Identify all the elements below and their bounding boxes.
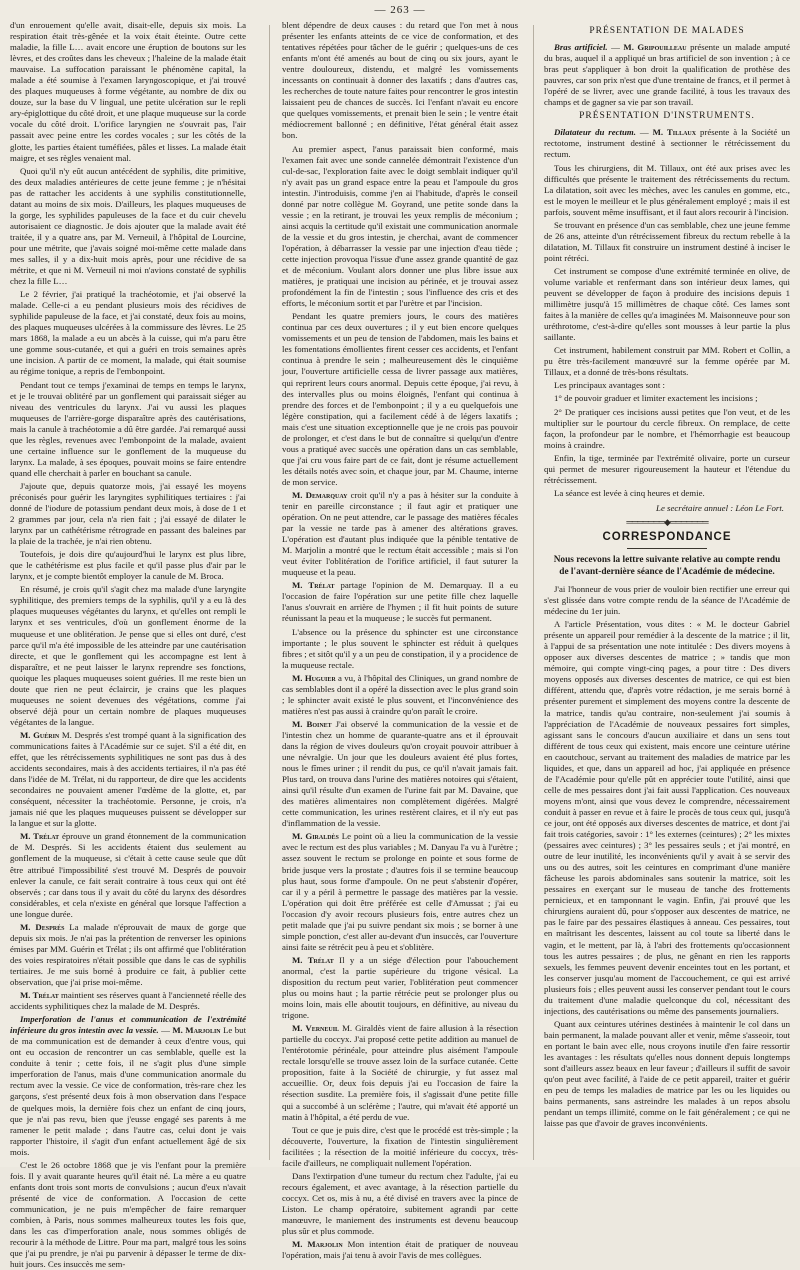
paragraph-text: Le 2 février, j'ai pratiqué la trachéotomie, et j'ai observé la malade. Celle-ci a eu pendant plusieurs mois des récidives de syphilide papuleuse de la face, et j'ai constaté, deux fois au moins, des plaques muqueuses ulcérées à la commissure des lèvres. Le 25 mars 1868, la malade a eu un abcès à la cuisse, qui m'a paru être une gomme sous-cutanée, et qui a guéri en trois semaines après une incision. A partir de ce moment, la malade, qui était soumise au régime tonique, a repris de l'embonpoint. (10, 289, 246, 377)
paragraph-text: Pendant tout ce temps j'examinai de temps en temps le larynx, et je le trouvai oblitéré par un gonflement qui paraissait siéger au niveau des ventricules du larynx. J'ai vu aussi les plaques muqueuses de l'arrière-gorge disparaître après des cautérisations, mais la canule à trachéotomie a dû être gardée. J'ai remarqué aussi que les règles, revenues avec l'embonpoint de la malade, avaient une certaine influence sur le gonflement de la muqueuse du larynx. La malade, à ses époques, pouvait moins se faire entendre quand elle cherchait à parler en bouchant sa canule. (10, 379, 246, 478)
paragraph (282, 673, 518, 717)
paragraph: Dilatateur du rectum. — M. Tillaux présente à la Société un rectotome, instrument destiné à sectionner le rétrécissement du rectum. (544, 127, 790, 160)
speaker-name: M. Marjolin (172, 1025, 221, 1036)
paragraph-text: La malade n'éprouvait de maux de gorge que depuis six mois. Je n'ai pas la prétention de renverser les opinions émises par MM. Guérin et Trélat ; ils ont affirmé que l'oblitération des voies respiratoires n'était possible que dans le cas de syphilis tertiaires. Je me suis borné à produire ce fait, à publier cette observation, que j'ai prise moi-même. (10, 921, 246, 987)
paragraph-text: Mon intention était de pratiquer de nouveau l'opération, mais j'ai tenu à avoir l'avis de mes collègues. (282, 1239, 518, 1261)
paragraph-text: En résumé, je crois qu'il s'agit chez ma malade d'une laryngite syphilitique, des premiers temps de la syphilis, qu'il y a eu là des plaques muqueuses végétantes du larynx, et qu'elles ont rempli le larynx et ses ventricules, d'où un gonflement énorme de la muqueuse et une oblitération. Je pense que si elles ont duré, c'est parce qu'il m'a été impossible de les atteindre par une cautérisation directe, et que le gonflement qui les accompagne est lent à disparaître, et ne peut laisser le larynx reprendre ses fonctions, quoique les plaques muqueuses soient guéries. Il me reste bien un doute que rien ne peut éclaircir, je crains que les plaques muqueuses ne soient devenues des végétations, comme j'ai observé déjà pour un certain nombre de plaques muqueuses végétantes de la langue. (10, 584, 246, 727)
speaker-name: M. Trélat (292, 580, 335, 591)
paragraph-text: Enfin, la tige, terminée par l'extrémité olivaire, porte un curseur qui permet de mesurer rigoureusement la hauteur et l'étendue du rétrécissement. (544, 452, 790, 485)
paragraph-text: Le but de ma communication est de demander à ceux d'entre vous, qui ont eu occasion de rencontrer un cas semblable, quelle est la conduite à tenir ; cette fois, il ne s'agit plus d'une simple imperforation de l'anus, mais d'une communication anormale du rectum avec la vessie. Ce vice de conformation, très-rare chez les garçons, s'est présenté deux fois à mon observation dans l'espace de quelques mois, la dernière fois chez un enfant de cinq jours, que je n'ai pas revu, bien que j'eusse engagé ses parents à me ramener le petit malade ; dans l'autre cas, celui dont je vais rapporter l'histoire, il s'agit d'un enfant actuellement âgé de six mois. (10, 1025, 247, 1157)
paragraph-text: 2° De pratiquer ces incisions aussi petites que l'on veut, et de les multiplier sur le pourtour du cercle fibreux. On remplace, de cette façon, la profondeur par le nombre, et l'hémorrhagie est beaucoup moins à craindre. (544, 406, 790, 450)
paragraph (544, 266, 790, 343)
title-underline (627, 548, 707, 549)
paragraph (10, 922, 246, 988)
paragraph-text: Se trouvant en présence d'un cas semblable, chez une jeune femme de 26 ans, atteinte d'un rétrécissement fibreux du rectum rebelle à la dilatation, M. Tillaux fit construire un instrument destiné à inciser le point rétréci. (544, 219, 790, 263)
speaker-name: M. Giraldès (292, 831, 339, 842)
paragraph (10, 166, 246, 288)
paragraph-text: a vu, à l'hôpital des Cliniques, un grand nombre de cas semblables dont il a opéré la dissection avec le plus grand soin ; le sphincter avait existé le plus souvent, et l'inconvénience des matières n'est pas aussi à craindre qu'on paraît le croire. (282, 672, 518, 716)
speaker-name: M. Huguier (292, 672, 336, 683)
paragraph (282, 719, 518, 829)
column-right (544, 20, 790, 1165)
paragraph (282, 831, 518, 953)
paragraph (282, 1239, 518, 1261)
speaker-name: M. Gripouilleau (623, 42, 687, 53)
paragraph-text: M. Giraldès vient de faire allusion à la résection partielle du coccyx. J'ai proposé cette petite addition au manuel de l'entérotomie périnéale, pour atteindre plus aisément l'ampoule rectale lorsqu'elle se trouve assez loin de la surface cutanée. Cette proposition, faite à la Société de chirurgie, y fut assez mal accueillie. Or, deux fois depuis j'ai eu l'occasion de faire la résection susdite. La première fois, il s'agissait d'une petite fille qui a succombé à un sclérème ; l'autre, qui m'avait été apporté un matin à l'hôpital, a été perdu de vue. (282, 1023, 518, 1122)
paragraph (282, 1171, 518, 1237)
paragraph (10, 549, 246, 582)
paragraph-text: L'absence ou la présence du sphincter est une circonstance importante ; le plus souvent le sphincter est réduit à quelques fibres ; et sitôt qu'il y a un peu de constipation, il y a procidence de la muqueuse rectale. (282, 626, 518, 670)
column-rule (269, 25, 270, 1160)
paragraph-text: Le point où a lieu la communication de la vessie avec le rectum est des plus variables ; M. Danyau l'a vu à l'urètre ; assez souvent le rectum se prolonge en pointe et sous forme de bride jusque vers la prostate ; d'autres fois il se termine beaucoup plus haut, sous forme d'ampoule. On ne peut s'abstenir d'opérer, car il y a péril à permettre le passage des matières par la vessie. L'opération qui doit être préférée est celle d'Amussat ; j'ai eu l'occasion d'y avoir recours plusieurs fois, entre autres chez un petit malade que j'ai pu suivre pendant six mois ; se borner à une simple ponction, c'est aller au-devant d'un insuccès, car l'ouverture ainsi faite se rétrécit peu à peu et s'oblitère. (282, 831, 519, 952)
paragraph (544, 345, 790, 378)
paragraph (10, 584, 246, 728)
paragraph-text: La séance est levée à cinq heures et demie. (554, 487, 705, 498)
paragraph (10, 831, 246, 919)
paragraph (10, 481, 246, 547)
column-middle (282, 20, 519, 1261)
paragraph (10, 20, 246, 164)
paragraph-text: Dans l'extirpation d'une tumeur du rectum chez l'adulte, j'ai eu recours également, et avec avantage, à la résection partielle du coccyx. Cet os, mis à nu, a été divisé en travers avec la pince de Liston. Le champ opératoire, subitement agrandi par cette manœuvre, le maniement des instruments est devenu beaucoup plus sûr et plus commode. (282, 1170, 518, 1237)
paragraph-text: croit qu'il n'y a pas à hésiter sur la conduite à tenir en pareille circonstance ; il faut agir et pratiquer une opération. On ne peut attendre, car le passage des matières fécales par la vessie ne tarde pas à amener des altérations graves. L'opération est d'autant plus indiquée que la pénible tentative de M. Marjolin a montré que le rectum était accessible ; mais si l'on veut éviter l'oblitération de l'orifice artificiel, il faut suturer la muqueuse et la peau. (282, 489, 518, 578)
paragraph-text: Quant aux ceintures utérines destinées à maintenir le col dans un bain permanent, la malade pouvant aller et venir, même s'asseoir, tout en portant le bain avec elle, nous croyons inutile d'en faire ressortir les avantages : les résultats qu'elles nous donnent depuis longtemps sont d'ailleurs assez beaux en leur faveur ; d'ailleurs il suffit de savoir qu'on peut avec facilité, à l'aide de ce petit appareil, traiter et guérir en peu de temps les maladies de matrice par les ou les liquides ou bains permanents, sans astreindre les malades à un repos absolu pendant un temps illimité, comme on le fait généralement ; ce qui ne laisse pas que d'avoir de graves inconvénients. (544, 1018, 790, 1129)
speaker-name: M. Trélat (20, 990, 59, 1001)
paragraph (282, 580, 518, 624)
paragraph (10, 730, 246, 829)
paragraph-text: C'est le 26 octobre 1868 que je vis l'enfant pour la première fois. Il y avait quarante heures qu'il était né. La mère a eu quatre enfants dont trois sont morts de convulsions ; aucun d'eux n'avait présenté de vice de conformation. A l'occasion de cette communication, je ne puis m'empêcher de faire remarquer combien, à Paris, nous sommes malheureux toutes les fois que, dans les cas d'imperforation anale, nous sommes obligés de recourir à la méthode de Littre. Pour ma part, malgré tous les soins que j'ai pu prendre, je n'ai pu parvenir à dépasser le terme de dix-huit jours. Ces insuccès me sem- (10, 1159, 246, 1270)
page-number: — 263 — (374, 4, 426, 16)
paragraph: Bras artificiel. — M. Gripouilleau présente un malade amputé du bras, auquel il a appliqué un bras artificiel de son invention ; à ce bras peut s'appliquer à bon droit la qualification de prothèse des pauvres, car son prix n'est que d'une trentaine de francs, et il permet à l'opéré de se livrer, avec une grande facilité, à tous les travaux des champs et de gagner sa vie par son travail. (544, 42, 790, 108)
paragraph (544, 584, 790, 617)
correspondance-title: CORRESPONDANCE (602, 530, 732, 543)
paragraph-text: Il y a un siége d'élection pour l'abouchement anormal, c'est la partie supérieure du trigone vésical. La disposition du rectum peut varier, l'oblitération peut commencer plus ou moins haut ; la partie rétrécie peut se prolonger plus ou moins loin, mais elle aboutit toujours, en définitive, au niveau du trigone. (282, 954, 519, 1021)
paragraph (544, 380, 790, 391)
paragraph-text: partage l'opinion de M. Demarquay. Il a eu l'occasion de faire l'opération sur une petite fille chez laquelle l'anus s'ouvrait en arrière de l'hymen ; il fit huit points de suture réunissant la peau et la muqueuse ; le succès fut permanent. (282, 580, 519, 624)
speaker-name: M. Després (20, 921, 65, 932)
article-heading: Imperforation de l'anus et communication de l'extrémité inférieure du gros intestin avec la vessie. (10, 1014, 246, 1036)
paragraph (282, 20, 518, 142)
paragraph (544, 220, 790, 264)
paragraph (282, 490, 518, 578)
paragraph-text: Toutefois, je dois dire qu'aujourd'hui le larynx est plus libre, que le cathétérisme est plus facile et qu'il passe plus d'air par le larynx, et je compte bientôt employer la canule de M. Broca. (10, 549, 246, 582)
paragraph (282, 1125, 518, 1169)
speaker-name: M. Guérin (20, 729, 60, 740)
paragraph-text: J'ai l'honneur de vous prier de vouloir bien rectifier une erreur qui s'est glissée dans votre compte rendu de la séance de l'Académie de médecine du 1er juin. (544, 584, 790, 617)
paragraph (544, 488, 790, 499)
paragraph (10, 1160, 246, 1270)
paragraph-text: Pendant les quatre premiers jours, le cours des matières continua par ces deux ouvertures ; il y eut bien encore quelques vomissements et un peu de tension de l'abdomen, mais les bains et les fomentations émollientes firent cesser ces accidents, et l'enfant continua à prendre le sein ; malheureusement dès le cinquième jour, l'ouverture artificielle cessa de livrer passage aux matières, qui reprirent leurs cours anormal. Depuis cette époque, j'ai revu, à des intervalles plus ou moins éloignés, l'enfant qui continua à prendre des forces et de l'embonpoint ; il y a eu quelquefois une légère constipation, qui a facilement cédé à de légers laxatifs ; mais c'est une situation exceptionnelle que je ne crois pas pouvoir de prolonger, et c'est dans le but de connaître si quelqu'un d'entre vous a pratiqué avec succès une opération dans un cas semblable, que j'ai cru vous faire part de ce fait, dont je résume actuellement les détails notés avec soin, et chaque jour, par M. Chaume, interne de mon service. (282, 311, 518, 487)
paragraph (544, 453, 790, 486)
paragraph-text: Tous les chirurgiens, dit M. Tillaux, ont été aux prises avec les difficultés que présente le traitement des rétrécissements du rectum. La dilatation, soit avec les mèches, avec les canules en gomme, etc., est le moyen le meilleur et le plus généralement employé ; mais il est parfois, souvent même insuffisant, et il faut alors recourir à l'incision. (544, 162, 790, 217)
section-title-instruments: PRÉSENTATION D'INSTRUMENTS. (579, 111, 755, 122)
speaker-name: M. Trélat (20, 831, 60, 842)
correspondance-letter (544, 584, 790, 1129)
secretary-signature: Le secrétaire annuel : Léon Le Fort. (656, 502, 784, 513)
paragraph-text: J'ajoute que, depuis quatorze mois, j'ai essayé les moyens préconisés pour guérir les laryngites syphilitiques tertiaires : j'ai donné de l'iodure de potassium pendant deux mois, à dose de 1 et 2 grammes par jour, cela n'a rien fait ; j'ai essayé de dilater le larynx par un cathétérisme rétrograde en passant des baleines par la plaie de la trachée, je n'ai rien obtenu. (10, 480, 246, 547)
paragraph-text: Cet instrument, habilement construit par MM. Robert et Collin, a pu être très-facilement manœuvré sur la femme opérée par M. Tillaux, et a donné de très-bons résultats. (544, 345, 790, 378)
speaker-name: M. Marjolin (292, 1239, 343, 1250)
article-heading: Dilatateur du rectum. (554, 127, 636, 138)
section-instruments (544, 127, 790, 499)
paragraph-text: blent dépendre de deux causes : du retard que l'on met à nous présenter les enfants atteints de ce vice de conformation, et des tentatives répétées pour tâcher de le guérir ; quelques-uns de ces enfants m'ont été amenés au bout de cinq ou six jours, ayant le ventre douloureux, distendu, et malgré les vomissements incessants on continuait à donner des laxatifs ; dans d'autres cas, les recherches de toute nature faites pour rencontrer le gros intestin laissaient peu de chances de succès. Ici l'enfant n'avait eu encore que quelques vomissements, et prenait bien le sein ; le ventre était médiocrement ballonné ; en définitive, l'état général était assez bon. (282, 20, 518, 141)
paragraph-text: Tout ce que je puis dire, c'est que le procédé est très-simple ; la découverte, l'ouverture, la fixation de l'intestin singulièrement facilitées ; la résection de la moitié inférieure du coccyx, très-facile d'ailleurs, ne compliquait nullement l'opération. (282, 1124, 518, 1168)
paragraph (544, 1019, 790, 1129)
paragraph (544, 163, 790, 218)
paragraph-text: A l'article Présentation, vous dites : « M. le docteur Gabriel présente un appareil pour remédier à la descente de la matrice ; il lit, à l'appui de sa présentation une note intitulée : Des divers moyens à opposer aux diverses descentes de matrice ; » tandis que mon mémoire, qui compte vingt-cinq pages, a pour titre : Des divers moyens opposés aux diverses descentes de matrice, ce qui est bien différent, attendu que, d'après votre rédaction, je me serais borné à présenter purement et simplement des moyens contre la descente de la matrice, tandis qu'au contraire, non-seulement j'ai soumis à l'appréciation de l'Académie de nouveaux pessaires fort simples, agissant sans le concours d'aucun auxiliaire et dans un sens tout différent de tous ceux qui existent, mais encore une ceinture utérine en caoutchouc, servant au traitement des maladies de matrice par les liquides, et que, dans un appareil ad hoc, j'ai appliquée en présence de l'Académie pour qu'elle pût en apprécier toute l'utilité, ainsi que celle de mes pessaires dont j'ai fait aussi l'application. Ces nouveaux moyens m'ont, ainsi que vous devez le comprendre, nécessairement conduit à passer en revue et à faire le procès de tous ceux qui, jusqu'à ce jour, ont été opposés aux diverses descentes de matrice, et dont j'ai fait trois catégories, savoir : 1° les externes (ceintures) ; 2° les mixtes (pessaires avec ceintures) ; 3° les pessaires seuls ; et j'ai montré, en outre de leur inutilité, les inconvénients qu'il y avait à se servir des uns ou des autres, soit les ceintures en comprimant d'une manière fâcheuse les parois abdominales sans soutenir la matrice, soit les pessaires en exerçant sur le museau de tanche des frottements pernicieux, et en tamponnant le vagin. Enfin, j'ai prouvé que les chirurgiens auraient dû, pour s'opposer aux descentes de matrice, ne pas le faire par des pessaires élastiques à anneau. Ces pessaires, tout en maîtrisant les descentes, laissent au col toute sa liberté dans le vagin, et le mettent, par là, à l'abri des frottements qu'occasionnent tous les autres pessaires ; de plus, ne gênant en rien les rapports sexuels, les femmes peuvent devenir enceintes tout en les portant, et les conserver jusqu'au moment de l'accouchement, ce qui est arrivé plusieurs fois ; elles peuvent aussi les conserver pendant tout le cours du traitement d'une maladie quelconque du col, nécessitant des injections, des cautérisations ou même des pansements journaliers. (544, 619, 790, 1016)
paragraph-text: présente à la Société un rectotome, instrument destiné à sectionner le rétrécissement du rectum. (544, 127, 790, 160)
speaker-name: M. Boinet (292, 718, 332, 729)
paragraph-text: Quoi qu'il n'y eût aucun antécédent de syphilis, dite primitive, des deux maladies antérieures de cette jeune femme ; je n'hésitai pas de rattacher les accidents à une syphilis constitutionnelle, datant au moins de six mois. D'ailleurs, les plaques muqueuses de la gorge, les syphilides papuleuses de la face et du cuir chevelu autorisaient ce diagnostic. Je dois ajouter que la malade avait été traitée, il y a quatre ans, par M. Verneuil, à l'hôpital de Lourcine, pour une métrite, que j'avais soigné moi-même cette malade dans mes salles, il y a dix-huit mois après, pour une récidive de sa métrite, et que ni M. Verneuil ni moi n'avions constaté de syphilis chez la fille L… (10, 165, 246, 287)
paragraph (10, 990, 246, 1012)
column-rule (533, 25, 534, 1160)
article-heading: Bras artificiel. (554, 42, 608, 53)
paragraph (282, 311, 518, 488)
section-malades (544, 42, 790, 108)
paragraph: Imperforation de l'anus et communication de l'extrémité inférieure du gros intestin avec la vessie. — M. Marjolin Le but de ma communication est de demander à ceux d'entre vous, qui ont eu occasion de rencontrer un cas semblable, quelle est la conduite à tenir ; cette fois, il ne s'agit plus d'une simple imperforation de l'anus, mais d'une communication anormale du rectum avec la vessie. Ce vice de conformation, très-rare chez les garçons, s'est présenté deux fois à mon observation dans l'espace de quelques mois, la dernière fois chez un enfant de cinq jours, que je n'ai pas revu, bien que j'eusse engagé ses parents à me ramener le petit malade ; dans l'autre cas, celui dont je vais rapporter l'histoire, il s'agit d'un enfant actuellement âgé de six mois. (10, 1014, 247, 1157)
column-left (10, 20, 247, 1270)
correspondance-intro: Nous recevons la lettre suivante relative au compte rendu de l'avant-dernière séance de l'Académie de médecine. (553, 555, 781, 577)
paragraph-text: maintient ses réserves quant à l'ancienneté réelle des accidents syphilitiques chez la malade de M. Després. (10, 990, 247, 1012)
speaker-name: M. Verneuil (292, 1023, 340, 1034)
paragraph (282, 627, 518, 671)
paragraph-text: 1° de pouvoir graduer et limiter exactement les incisions ; (554, 393, 758, 404)
speaker-name: M. Demarquay (292, 489, 348, 500)
paragraph-text: Les principaux avantages sont : (554, 380, 665, 391)
speaker-name: M. Trélat (292, 954, 334, 965)
paragraph-text: présente un malade amputé du bras, auquel il a appliqué un bras artificiel de son invention ; à ce bras peut s'appliquer à bon droit la qualification de prothèse des pauvres, car son prix n'est que d'une trentaine de francs, et il permet à l'opéré de se livrer, avec une grande facilité, à tous les travaux des champs et de gagner sa vie par son travail. (544, 42, 790, 108)
speaker-name: M. Tillaux (652, 127, 697, 138)
paragraph (10, 380, 246, 479)
paragraph-text: M. Després s'est trompé quant à la signification des communications faites à l'Académie sur ce sujet. S'il a été dit, en effet, que les rétrécissements syphilitiques ne sont pas dus à des accidents secondaires, mais à des accidents tertiaires, il n'a pas été dans l'idée de M. Trélat, ni du rapporteur, de dire que les accidents secondaires ne pouvaient amener l'œdème de la glotte, et, par conséquent, nécessiter la trachéotomie. Personne, je crois, n'a jamais nié que les plaques muqueuses puissent se développer sur la langue et sur la glotte. (10, 729, 246, 829)
paragraph (10, 289, 246, 377)
paragraph (282, 955, 518, 1021)
paragraph (544, 393, 790, 404)
paragraph-text: Au premier aspect, l'anus paraissait bien conformé, mais l'examen fait avec une sonde cannelée démontrait l'existence d'un cul-de-sac, l'exploration faite avec le doigt semblait indiquer qu'il n'y avait pas un grand espace entre la peau et l'ampoule du gros intestin. J'introduisis, comme j'en ai l'habitude, d'après le conseil donné par notre collègue M. Goyrand, une petite sonde dans la vessie ; en la retirant, je trouvai les yeux remplis de méconium ; ainsi acquis la certitude qu'il existait une communication anormale de la vessie et du gros intestin, je cherchai, avant de commencer l'opération, à débarrasser la vessie par une injection d'eau tiède ; cette injection provoqua l'issue d'une assez grande quantité de gaz et de méconium. Voulant alors donner une plus libre issue aux matières, je pratiquai une incision au périnée, et je trouvai assez profondément la fin de l'intestin ; sous l'influence des cris et des efforts, le méconium sortit et par l'urètre et par l'incision. (282, 143, 518, 309)
paragraph-text: éprouve un grand étonnement de la communication de M. Després. Si les accidents étaient dus seulement au gonflement de la muqueuse, si c'était à cette cause seule que dût être attribué l'impossibilité s'est trouvé M. Després de pouvoir enlever la canule, ce fait serait contraire à tous ceux qui ont été observés ; car dans tous il y avait du côté du larynx des désordres considérables, et cela n'existe en général que lorsque l'affection a une longue durée. (10, 831, 246, 919)
ornamental-divider: ═══════◆═══════ (626, 516, 708, 527)
paragraph-text: d'un enrouement qu'elle avait, disait-elle, depuis six mois. La respiration était très-gênée et la voix était éteinte. Outre cette maladie, la fille L… avait encore une éruption de boutons sur les lèvres, et des croûtes dans les cheveux ; l'haleine de la malade était mauvaise. La suffocation paraissant le phénomène capital, la malade a été soumise à l'examen laryngoscopique, et j'ai trouvé des plaques muqueuses à forme végétante, au nombre de dix ou douze, sur la base du V lingual, une petite ulcération sur le repli ary-épiglottique du côté droit, et une plaque muqueuse sur la corde vocale du côté droit. L'orifice laryngien ne s'ouvrait pas, l'air passait avec peine entre les cordes vocales ; sur les côtés de la glotte, les parties étaient tuméfiées, pâles et lisses. La malade était maigre, et ses règles venaient mal. (10, 20, 246, 163)
paragraph (282, 1023, 518, 1122)
paragraph-text: J'ai observé la communication de la vessie et de l'intestin chez un homme de quarante-quatre ans et il éprouvait dans la région de vives douleurs qu'on croyait pouvoir attribuer à une névralgie. Un jour que les douleurs avaient été plus fortes, nous le fîmes uriner ; il rendit du pus, ce qu'il n'avait jamais fait. Plus tard, on trouva dans l'urine des matières notoires qui s'étaient, ainsi qu'il résulte d'un examen de l'urine fait par M. Davaine, que des matières alimentaires non complètement digérées. Malgré cette communication, les urines restèrent claires, et il n'y eut pas d'inflammation de la vessie. (282, 718, 518, 829)
paragraph-text: Cet instrument se compose d'une extrémité terminée en olive, de volume variable et renfermant dans son intérieur deux lames, qui peuvent se développer de façon à produire des incisions depuis 1 millimètre jusqu'à 15 millimètres de chaque côté. Ces lames sont faites à la manière de celles qu'a imaginées M. Maisonneuve pour son uréthrotome, c'est-à-dire qu'elles sont mousses à leur partie la plus saillante. (544, 265, 790, 343)
paragraph (544, 619, 790, 1017)
section-title-malades: PRÉSENTATION DE MALADES (589, 26, 745, 36)
paragraph (282, 144, 518, 310)
paragraph (544, 407, 790, 451)
